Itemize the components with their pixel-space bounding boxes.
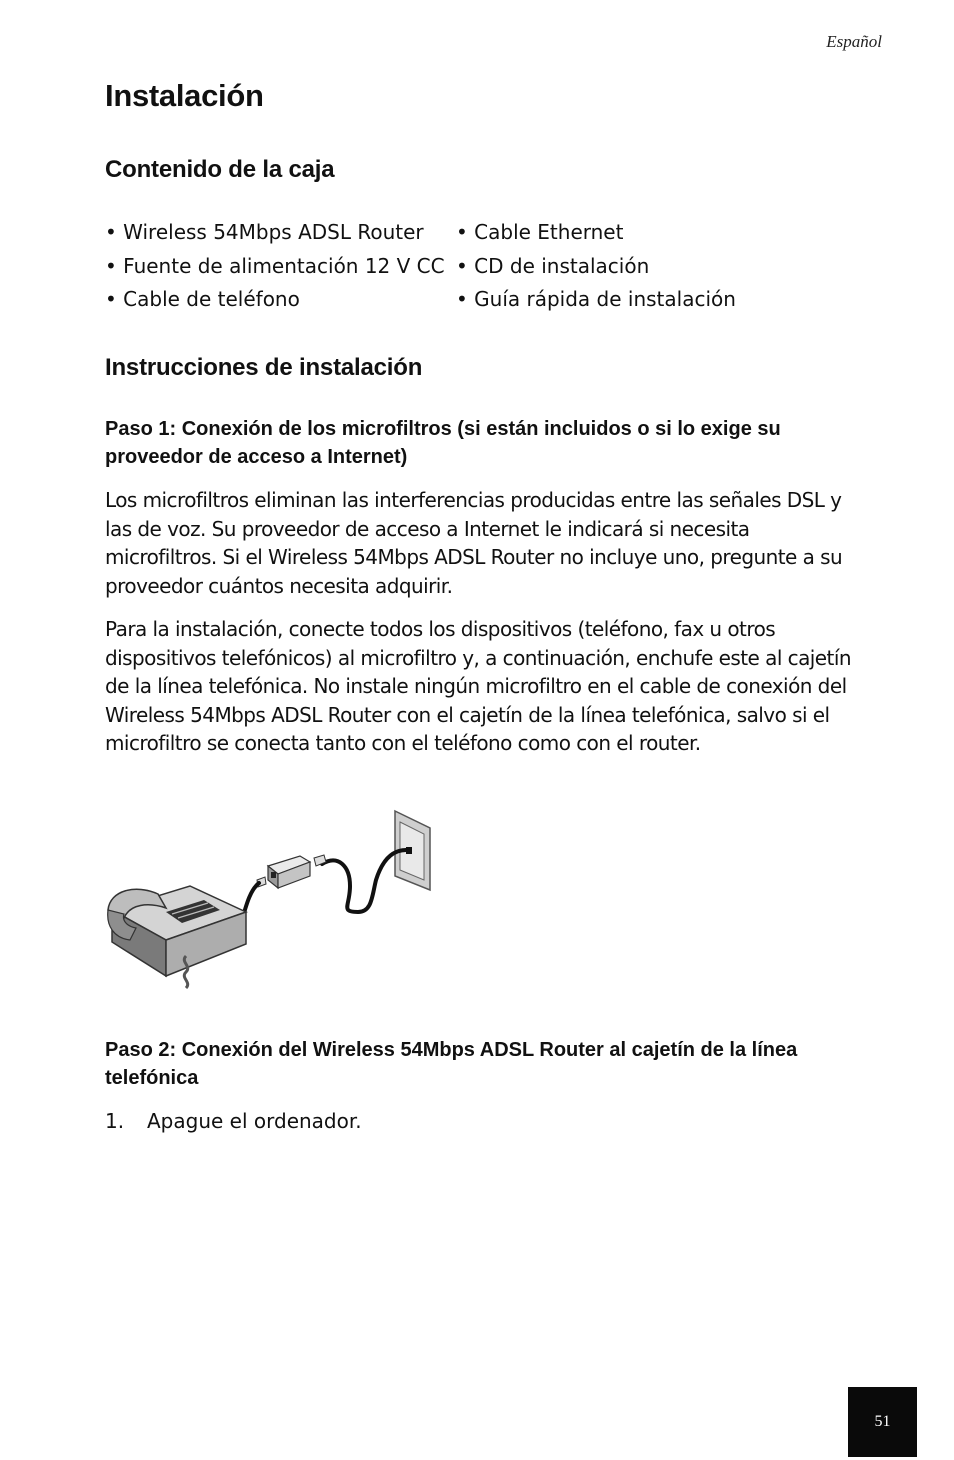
microfilter-illustration bbox=[100, 806, 440, 996]
step1-paragraph-1: Los microfiltros eliminan las interferencias producidas entre las señales DSL y las de voz. Su proveedor de acceso a Internet le indicará si necesita microfiltros. Si el Wireless 54Mbps ADSL Router no incluye uno, pregunte a su proveedor cuántos necesita adquirir. bbox=[105, 488, 843, 598]
page-title: Instalación bbox=[105, 78, 264, 113]
list-item: • CD de instalación bbox=[456, 253, 650, 278]
page-number: 51 bbox=[874, 1413, 891, 1430]
list-item: • Cable Ethernet bbox=[456, 220, 624, 244]
list-item: • Cable de teléfono bbox=[105, 287, 300, 311]
list-number: 1. bbox=[105, 1109, 125, 1133]
list-item: • Wireless 54Mbps ADSL Router bbox=[105, 220, 424, 244]
list-item: • Fuente de alimentación 12 V CC bbox=[105, 253, 445, 278]
list-text: Apague el ordenador. bbox=[147, 1109, 362, 1133]
header-language-label: Español bbox=[826, 32, 882, 51]
telephone-icon bbox=[108, 886, 246, 988]
step1-paragraph-2: Para la instalación, conecte todos los dispositivos (teléfono, fax u otros dispositivos telefónicos) al microfiltro y, a continuación, enchufe este al cajetín de la línea telefónica. No instale ningún microfiltro en el cable de conexión del Wireless 54Mbps ADSL Router con el cajetín de la línea telefónica, salvo si el microfiltro se conecta tanto con el teléfono como con el router. bbox=[105, 617, 851, 756]
instructions-heading: Instrucciones de instalación bbox=[105, 354, 423, 381]
line-cable bbox=[322, 850, 406, 912]
page-number-badge bbox=[848, 1387, 917, 1457]
step2-title: Paso 2: Conexión del Wireless 54Mbps ADSL Router al cajetín de la línea telefónica bbox=[105, 1039, 798, 1089]
microfilter-icon bbox=[257, 855, 326, 888]
step1-title: Paso 1: Conexión de los microfiltros (si están incluidos o si lo exige su proveedor de acceso a Internet) bbox=[105, 418, 781, 468]
box-contents-heading: Contenido de la caja bbox=[105, 156, 335, 183]
numbered-list-item bbox=[105, 1107, 362, 1135]
box-contents-list bbox=[105, 218, 805, 314]
list-item: • Guía rápida de instalación bbox=[456, 287, 736, 311]
